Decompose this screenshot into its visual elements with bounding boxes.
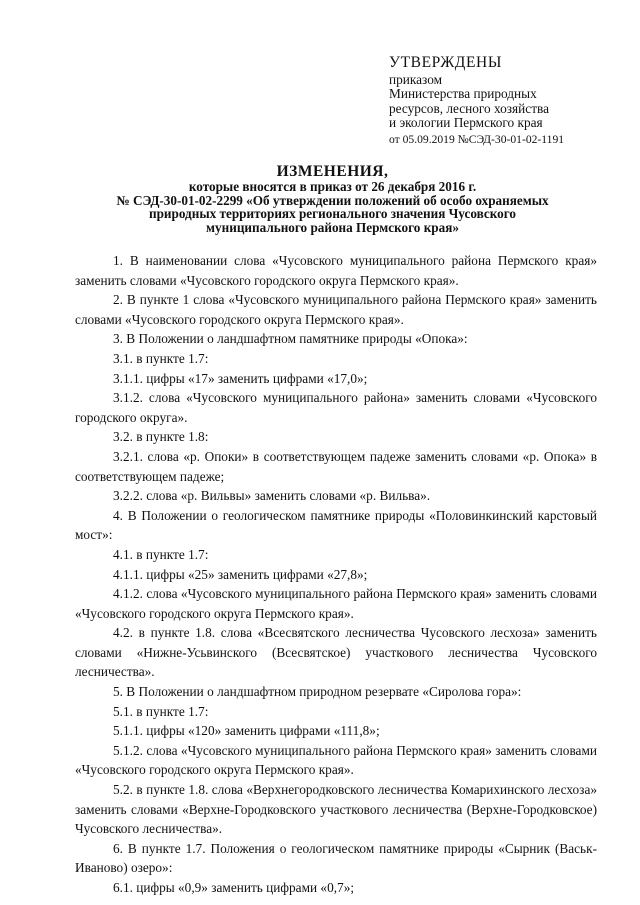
paragraph: 6.1. цифры «0,9» заменить цифрами «0,7»; <box>113 880 355 895</box>
approval-line: приказом <box>389 71 443 87</box>
paragraph: 1. В наименовании слова «Чусовского муниципального района Пермского края» заменить словами «Чусовского городского округа Пермского края». <box>75 253 597 288</box>
paragraph: 3.2.2. слова «р. Вильвы» заменить словами «р. Вильва». <box>113 488 431 504</box>
paragraph: 5.2. в пункте 1.8. слова «Верхнегородковского лесничества Комарихинского лесхоза» заменить словами «Верхне-Городковского участкового лесничества (Верхне-Городковское) Чусовского лесничества». <box>75 782 597 837</box>
paragraph: 2. В пункте 1 слова «Чусовского муниципального района Пермского края» заменить словами «Чусовского городского округа Пермского края». <box>75 292 597 327</box>
paragraph: 3.2. в пункте 1.8: <box>113 429 209 445</box>
document-body <box>75 251 597 898</box>
document-heading <box>70 163 595 234</box>
paragraph: 3.1.1. цифры «17» заменить цифрами «17,0»; <box>113 370 368 386</box>
approval-line: Министерства природных <box>389 86 537 101</box>
paragraph: 6. В пункте 1.7. Положения о геологическом памятнике природы «Сырник (Васьк-Иваново) озеро»: <box>75 840 597 876</box>
approval-line: ресурсов, лесного хозяйства <box>389 100 550 116</box>
paragraph: 3.1. в пункте 1.7: <box>113 350 209 366</box>
paragraph: 4. В Положении о геологическом памятнике природы «Половинкинский карстовый мост»: <box>75 507 597 543</box>
approval-stamp <box>389 56 629 147</box>
paragraph: 5. В Положении о ландшафтном природном резервате «Сиролова гора»: <box>113 684 522 700</box>
approval-line: и экологии Пермского края <box>389 115 543 130</box>
paragraph: 5.1.1. цифры «120» заменить цифрами «111,8»; <box>113 723 380 739</box>
heading-line: № СЭД-30-01-02-2299 «Об утверждении положений об особо охраняемых <box>116 192 549 208</box>
document-title: ИЗМЕНЕНИЯ, <box>276 163 389 180</box>
paragraph: 3. В Положении о ландшафтном памятнике природы «Опока»: <box>113 331 468 347</box>
approval-title: УТВЕРЖДЕНЫ <box>389 54 502 71</box>
approval-order-reference: от 05.09.2019 №СЭД-30-01-02-1191 <box>389 132 565 146</box>
paragraph: 5.1. в пункте 1.7: <box>113 703 209 719</box>
paragraph: 5.1.2. слова «Чусовского муниципального района Пермского края» заменить словами «Чусовского городского округа Пермского края». <box>75 742 597 778</box>
heading-line: которые вносятся в приказ от 26 декабря 2016 г. <box>188 179 477 194</box>
heading-line: природных территориях регионального значения Чусовского <box>148 206 517 222</box>
paragraph: 4.1. в пункте 1.7: <box>113 546 209 562</box>
heading-line: муниципального района Пермского края» <box>206 219 459 235</box>
paragraph: 3.2.1. слова «р. Опоки» в соответствующем падеже заменить словами «р. Опока» в соответствующем падеже; <box>75 448 597 484</box>
paragraph: 4.1.1. цифры «25» заменить цифрами «27,8»; <box>113 566 368 582</box>
paragraph: 3.1.2. слова «Чусовского муниципального района» заменить словами «Чусовского городского округа». <box>75 390 597 425</box>
paragraph: 4.1.2. слова «Чусовского муниципального района Пермского края» заменить словами «Чусовского городского округа Пермского края». <box>75 586 597 621</box>
paragraph: 4.2. в пункте 1.8. слова «Всесвятского лесничества Чусовского лесхоза» заменить словами «Нижне-Усьвинского (Всесвятское) участкового лесничества Чусовского лесничества». <box>75 625 597 680</box>
